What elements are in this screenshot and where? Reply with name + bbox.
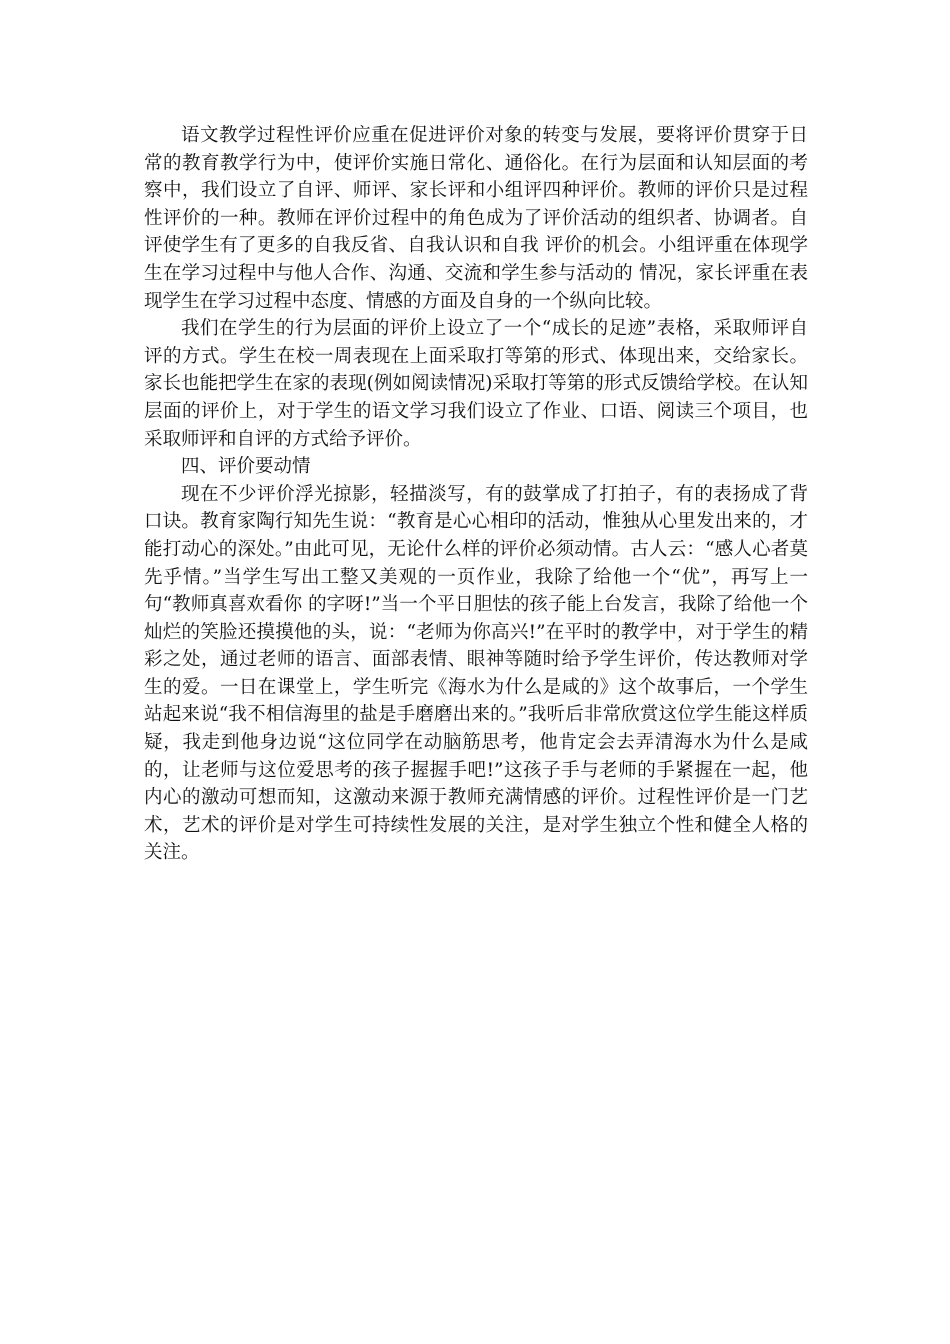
section-heading: 四、评价要动情 [181, 456, 311, 478]
paragraph-evaluation-process: 语文教学过程性评价应重在促进评价对象的转变与发展，要将评价贯穿于日常的教育教学行为中，使评价实施日常化、通俗化。在行为层面和认知层面的考察中，我们设立了自评、师评、家长评和小组评四种评价。教师的评价只是过程性评价的一种。教师在评价过程中的角色成为了评价活动的组织者、协调者。自评使学生有了更多的自我反省、自我认识和自我 评价的机会。小组评重在体现学生在学习过程中与他人合作、沟通、交流和学生参与活动的 情况，家长评重在表现学生在学习过程中态度、情感的方面及自身的一个纵向比较。 [144, 125, 808, 312]
document-body [144, 122, 808, 867]
paragraph-growth-footprints: 我们在学生的行为层面的评价上设立了一个“成长的足迹”表格，采取师评自评的方式。学生在校一周表现在上面采取打等第的形式、体现出来，交给家长。家长也能把学生在家的表现(例如阅读情况)采取打等第的形式反馈给学校。在认知层面的评价上，对于学生的语文学习我们设立了作业、口语、阅读三个项目，也采取师评和自评的方式给予评价。 [144, 318, 808, 450]
paragraph-emotional-evaluation: 现在不少评价浮光掠影，轻描淡写，有的鼓掌成了打拍子，有的表扬成了背口诀。教育家陶行知先生说：“教育是心心相印的活动，惟独从心里发出来的，才能打动心的深处。”由此可见，无论什么样的评价必须动情。古人云：“感人心者莫先乎情。”当学生写出工整又美观的一页作业，我除了给他一个“优”，再写上一句“教师真喜欢看你 的字呀!”当一个平日胆怯的孩子能上台发言，我除了给他一个灿烂的笑脸还摸摸他的头，说：“老师为你高兴!”在平时的教学中，对于学生的精彩之处，通过老师的语言、面部表情、眼神等随时给予学生评价，传达教师对学生的爱。一日在课堂上，学生听完《海水为什么是咸的》这个故事后，一个学生站起来说“我不相信海里的盐是手磨磨出来的。”我听后非常欣赏这位学生能这样质疑，我走到他身边说“这位同学在动脑筋思考，他肯定会去弄清海水为什么是咸的，让老师与这位爱思考的孩子握握手吧!”这孩子手与老师的手紧握在一起，他内心的激动可想而知，这激动来源于教师充满情感的评价。过程性评价是一门艺术，艺术的评价是对学生可持续性发展的关注，是对学生独立个性和健全人格的关注。 [144, 483, 808, 864]
